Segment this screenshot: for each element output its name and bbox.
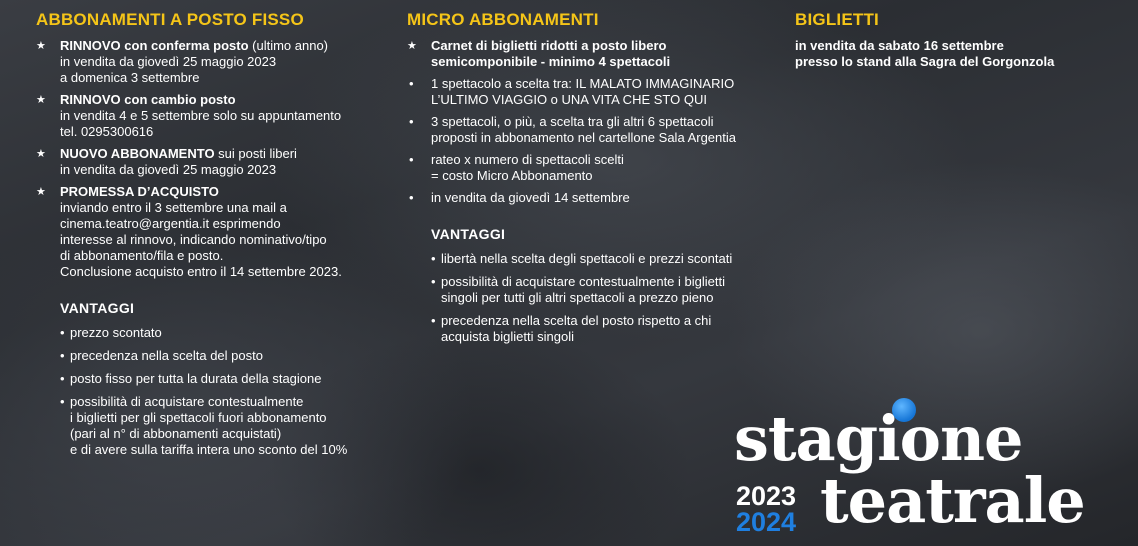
list-item: • libertà nella scelta degli spettacoli e prezzi scontati bbox=[431, 251, 733, 266]
stagione-teatrale-logo bbox=[730, 394, 1120, 544]
email-address: cinema.teatro@argentia.it esprimendo bbox=[60, 216, 281, 231]
bullet-icon: • bbox=[431, 313, 436, 328]
star-icon: ★ bbox=[36, 94, 46, 106]
micro-options-list bbox=[407, 76, 792, 206]
abbonamenti-list bbox=[36, 38, 396, 280]
bullet-icon: • bbox=[431, 274, 436, 289]
list-item-carnet: ★ Carnet di biglietti ridotti a posto libero semicomponibile - minimo 4 spettacoli bbox=[407, 38, 671, 69]
bullet-icon: • bbox=[60, 325, 65, 340]
bullet-icon: • bbox=[409, 152, 414, 167]
micro-heading: MICRO ABBONAMENTI bbox=[407, 10, 599, 29]
micro-section bbox=[407, 10, 792, 352]
list-item-rinnovo-cambio: ★ RINNOVO con cambio posto in vendita 4 e 5 settembre solo su appuntamento tel. 0295300616 bbox=[36, 92, 396, 140]
list-item: • 3 spettacoli, o più, a scelta tra gli altri 6 spettacoli proposti in abbonamento nel cartellone Sala Argentia bbox=[409, 114, 736, 145]
logo-year-end: 2024 bbox=[736, 507, 797, 537]
logo-word-teatrale: teatrale bbox=[820, 464, 1085, 537]
star-icon: ★ bbox=[36, 186, 46, 198]
vantaggi-heading: VANTAGGI bbox=[60, 300, 135, 316]
abbonamenti-section bbox=[36, 10, 396, 465]
bullet-icon: • bbox=[60, 348, 65, 363]
logo-word-stagione: stagione bbox=[734, 402, 1023, 475]
list-item: • possibilità di acquistare contestualmente i biglietti singoli per tutti gli altri spettacoli a prezzo pieno bbox=[431, 274, 725, 305]
biglietti-info: in vendita da sabato 16 settembre presso lo stand alla Sagra del Gorgonzola bbox=[795, 38, 1055, 69]
list-item: • precedenza nella scelta del posto bbox=[60, 348, 263, 363]
vantaggi-list bbox=[36, 325, 396, 458]
list-item: • precedenza nella scelta del posto rispetto a chi acquista biglietti singoli bbox=[431, 313, 712, 344]
bullet-icon: • bbox=[409, 114, 414, 129]
star-icon: ★ bbox=[36, 40, 46, 52]
list-item-promessa-acquisto: ★ PROMESSA D’ACQUISTO inviando entro il 3 settembre una mail a cinema.teatro@argentia.it esprimendo interesse al rinnovo, indicando nominativo/tipo di abbonamento/fila e posto. Conclusione acquisto entro il 14 settembre 2023. bbox=[36, 184, 396, 280]
list-item: • prezzo scontato bbox=[60, 325, 162, 340]
abbonamenti-heading: ABBONAMENTI A POSTO FISSO bbox=[36, 10, 304, 29]
star-icon: ★ bbox=[407, 40, 417, 52]
logo-year-start: 2023 bbox=[736, 481, 797, 511]
list-item: • possibilità di acquistare contestualmente i biglietti per gli spettacoli fuori abbonamento (pari al n° di abbonamenti acquistati) e di avere sulla tariffa intera uno sconto del 10% bbox=[60, 394, 348, 457]
star-icon: ★ bbox=[36, 148, 46, 160]
list-item: • rateo x numero di spettacoli scelti = costo Micro Abbonamento bbox=[409, 152, 624, 183]
list-item: • 1 spettacolo a scelta tra: IL MALATO IMMAGINARIO L’ULTIMO VIAGGIO o UNA VITA CHE STO QUI bbox=[409, 76, 735, 107]
micro-vantaggi-list bbox=[407, 251, 792, 345]
list-item: • in vendita da giovedì 14 settembre bbox=[409, 190, 630, 205]
phone-number: tel. 0295300616 bbox=[60, 124, 154, 139]
micro-list bbox=[407, 38, 792, 70]
list-item: • posto fisso per tutta la durata della stagione bbox=[60, 371, 322, 386]
bullet-icon: • bbox=[60, 371, 65, 386]
biglietti-heading: BIGLIETTI bbox=[795, 10, 879, 29]
bullet-icon: • bbox=[409, 190, 414, 205]
vantaggi-heading: VANTAGGI bbox=[431, 226, 506, 242]
biglietti-section bbox=[795, 10, 1125, 70]
bullet-icon: • bbox=[409, 76, 414, 91]
list-item-nuovo-abbonamento: ★ NUOVO ABBONAMENTO sui posti liberi in vendita da giovedì 25 maggio 2023 bbox=[36, 146, 297, 177]
bullet-icon: • bbox=[431, 251, 436, 266]
list-item-rinnovo-conferma: ★ RINNOVO con conferma posto (ultimo anno) in vendita da giovedì 25 maggio 2023 a domenica 3 settembre bbox=[36, 38, 329, 85]
bullet-icon: • bbox=[60, 394, 65, 409]
